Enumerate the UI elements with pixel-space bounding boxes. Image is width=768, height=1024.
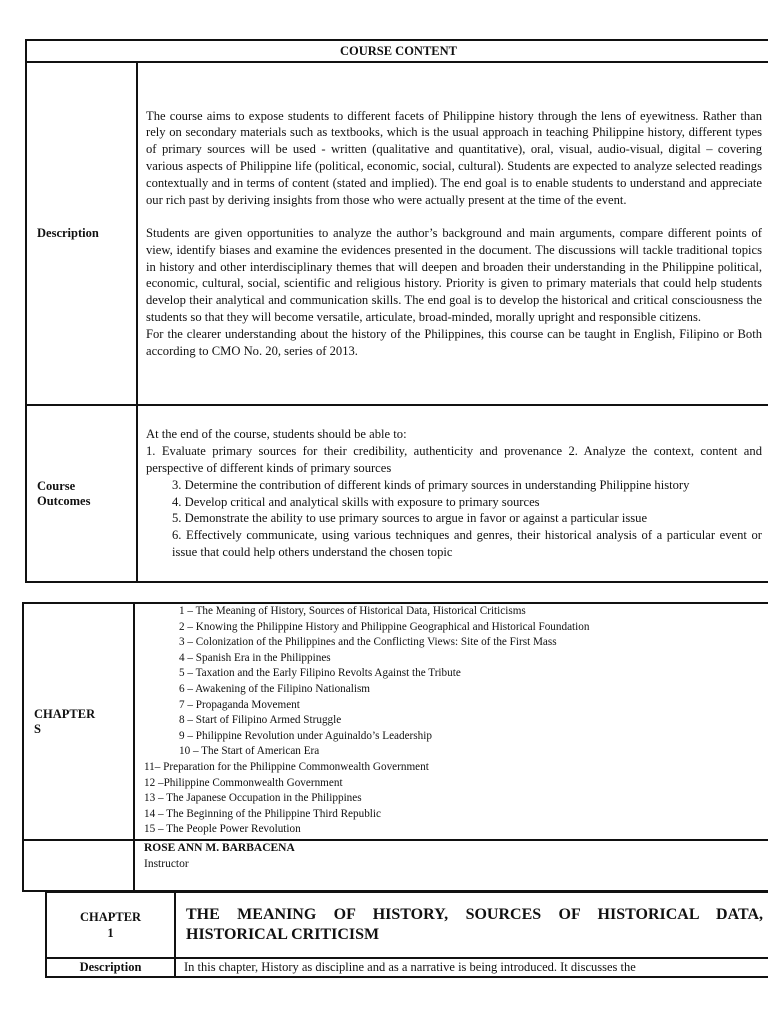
chapter-one-label-line-2: 1	[107, 926, 114, 940]
chapter-item: 8 – Start of Filipino Armed Struggle	[179, 714, 342, 727]
chapter-one-label	[46, 892, 175, 958]
description-paragraph-1: The course aims to expose students to different facets of Philippine history through the lens of eyewitness. Rather than rely on secondary materials such as textbooks, which is the usual approach in teaching Philippine history, different types of primary sources will be used - written (qualitative and quantitative), oral, visual, audio-visual, digital – covering various aspects of Philippine life (political, economic, social, cultural). Students are expected to analyze selected readings contextually and in terms of content (stated and implied). The end goal is to enable students to understand and appreciate our rich past by deriving insights from those who were actually present at the time of the event.	[146, 108, 762, 207]
instructor-empty-cell	[23, 840, 134, 891]
course-content-header: COURSE CONTENT	[26, 40, 768, 62]
instructor-name: ROSE ANN M. BARBACENA	[144, 842, 295, 854]
chapter-item: 9 – Philippine Revolution under Aguinaldo’s Leadership	[179, 729, 432, 742]
chapter-item: 6 – Awakening of the Filipino Nationalism	[179, 682, 371, 695]
chapter-item: 15 – The People Power Revolution	[144, 823, 301, 836]
outcome-item: 3. Determine the contribution of different kinds of primary sources in understanding Philippine history	[172, 477, 690, 492]
description-paragraph-2: Students are given opportunities to analyze the author’s background and main arguments, compare different points of view, identify biases and examine the evidences presented in the document. The discussions will tackle traditional topics in history and other interdisciplinary themes that will deepen and broaden their understanding in the Philippine political, economic, cultural, social, scientific and religious history. Priority is given to primary materials that could help students develop their analytical and communication skills. The end goal is to develop the historical and critical consciousness the students so that they will become versatile, articulate, broad-minded, morally upright and responsible citizens.	[146, 226, 762, 325]
chapter-item: 14 – The Beginning of the Philippine Third Republic	[144, 807, 381, 820]
chapter-item: 13 – The Japanese Occupation in the Philippines	[144, 792, 362, 805]
course-outcomes-cell	[137, 405, 768, 582]
chapter-one-title: THE MEANING OF HISTORY, SOURCES OF HISTORICAL DATA, HISTORICAL CRITICISM	[175, 892, 768, 958]
chapter-one-label-line-1: CHAPTER	[79, 910, 142, 924]
description-cell	[137, 62, 768, 405]
chapter-one-description-text: In this chapter, History as discipline and as a narrative is being introduced. It discusses the	[175, 958, 768, 977]
outcome-item: 6. Effectively communicate, using various techniques and genres, their historical analysis of a particular event or issue that could help others understand the chosen topic	[172, 528, 762, 559]
outcome-item: 5. Demonstrate the ability to use primary sources to argue in favor or against a particular issue	[172, 511, 648, 526]
chapters-label-line-1: CHAPTER	[34, 706, 96, 721]
outcomes-intro: At the end of the course, students should be able to:	[146, 427, 407, 442]
chapter-one-table	[45, 891, 768, 978]
chapter-item: 12 –Philippine Commonwealth Government	[144, 776, 343, 789]
description-label: Description	[26, 62, 137, 405]
chapter-item: 2 – Knowing the Philippine History and Philippine Geographical and Historical Foundation	[179, 620, 590, 633]
chapters-table	[22, 602, 768, 892]
course-outcomes-label-line-2: Outcomes	[37, 493, 91, 508]
chapter-item: 5 – Taxation and the Early Filipino Revolts Against the Tribute	[179, 667, 461, 680]
chapter-item: 4 – Spanish Era in the Philippines	[179, 651, 331, 664]
chapters-label-line-2: S	[34, 721, 41, 736]
chapter-item: 1 – The Meaning of History, Sources of Historical Data, Historical Criticisms	[179, 605, 526, 617]
course-content-table	[25, 39, 768, 583]
outcome-item: 4. Develop critical and analytical skills with exposure to primary sources	[172, 494, 540, 509]
chapters-label	[23, 603, 134, 840]
instructor-cell	[134, 840, 768, 891]
chapters-list	[134, 603, 768, 840]
course-outcomes-label	[26, 405, 137, 582]
instructor-role: Instructor	[144, 858, 189, 870]
chapter-item: 3 – Colonization of the Philippines and the Conflicting Views: Site of the First Mass	[179, 636, 557, 649]
chapter-item: 10 – The Start of American Era	[179, 745, 320, 758]
chapter-item: 7 – Propaganda Movement	[179, 698, 300, 711]
outcome-item: 1. Evaluate primary sources for their credibility, authenticity and provenance 2. Analyze the context, content and perspective of different kinds of primary sources	[146, 444, 762, 475]
course-outcomes-label-line-1: Course	[37, 478, 76, 493]
chapter-one-description-label: Description	[46, 958, 175, 977]
chapter-item: 11– Preparation for the Philippine Commonwealth Government	[144, 760, 429, 773]
description-paragraph-3: For the clearer understanding about the history of the Philippines, this course can be taught in English, Filipino or Both according to CMO No. 20, series of 2013.	[146, 326, 762, 358]
